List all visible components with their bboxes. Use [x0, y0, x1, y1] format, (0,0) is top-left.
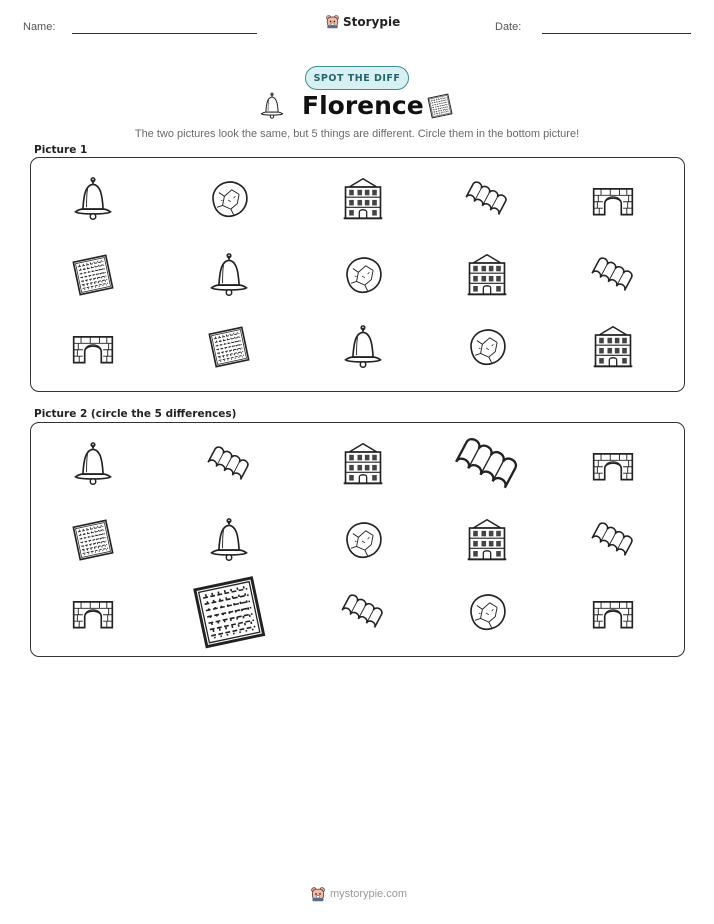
roof-tile-icon[interactable]: [590, 252, 636, 298]
lattice-tile-icon[interactable]: [70, 517, 116, 563]
roof-tile-icon[interactable]: [590, 517, 636, 563]
rock-icon[interactable]: [464, 589, 510, 635]
rock-icon[interactable]: [464, 324, 510, 370]
picture-2-label: Picture 2 (circle the 5 differences): [34, 408, 237, 420]
picture-1-panel[interactable]: [30, 157, 685, 392]
instructions: The two pictures look the same, but 5 things are different. Circle them in the bottom picture!: [134, 128, 580, 140]
brand-name: Storypie: [343, 14, 401, 29]
palazzo-icon[interactable]: [464, 517, 510, 563]
bell-icon[interactable]: [70, 441, 116, 487]
roof-tile-icon[interactable]: [340, 589, 386, 635]
stone-arch-icon[interactable]: [70, 589, 116, 635]
palazzo-icon[interactable]: [464, 252, 510, 298]
stone-arch-icon[interactable]: [590, 589, 636, 635]
lattice-tile-icon[interactable]: [70, 252, 116, 298]
stone-arch-icon[interactable]: [70, 324, 116, 370]
rock-icon[interactable]: [206, 176, 252, 222]
picture-1-label: Picture 1: [34, 144, 88, 156]
bell-icon[interactable]: [340, 324, 386, 370]
spot-the-diff-badge: SPOT THE DIFF: [305, 66, 409, 90]
brand-logo: [325, 14, 400, 29]
bell-icon[interactable]: [206, 517, 252, 563]
stone-arch-icon[interactable]: [590, 441, 636, 487]
footer-url[interactable]: mystorypie.com: [330, 888, 408, 900]
roof-tile-icon[interactable]: [453, 430, 522, 499]
roof-tile-icon[interactable]: [206, 441, 252, 487]
bell-icon: [258, 92, 286, 120]
lattice-tile-icon[interactable]: [189, 572, 270, 653]
picture-2-panel[interactable]: [30, 422, 685, 657]
rock-icon[interactable]: [340, 252, 386, 298]
date-line[interactable]: [542, 33, 691, 34]
bear-mascot-icon: [310, 886, 326, 902]
roof-tile-icon[interactable]: [464, 176, 510, 222]
palazzo-icon[interactable]: [340, 441, 386, 487]
palazzo-icon[interactable]: [590, 324, 636, 370]
footer: [310, 886, 407, 902]
lattice-tile-icon[interactable]: [206, 324, 252, 370]
bell-icon[interactable]: [206, 252, 252, 298]
name-label: Name:: [23, 21, 56, 33]
bear-mascot-icon: [325, 14, 340, 29]
name-line[interactable]: [72, 33, 257, 34]
stone-arch-icon[interactable]: [590, 176, 636, 222]
page-title: Florence: [302, 91, 424, 120]
date-label: Date:: [495, 21, 522, 33]
lattice-tile-icon: [426, 92, 454, 120]
rock-icon[interactable]: [340, 517, 386, 563]
palazzo-icon[interactable]: [340, 176, 386, 222]
bell-icon[interactable]: [70, 176, 116, 222]
